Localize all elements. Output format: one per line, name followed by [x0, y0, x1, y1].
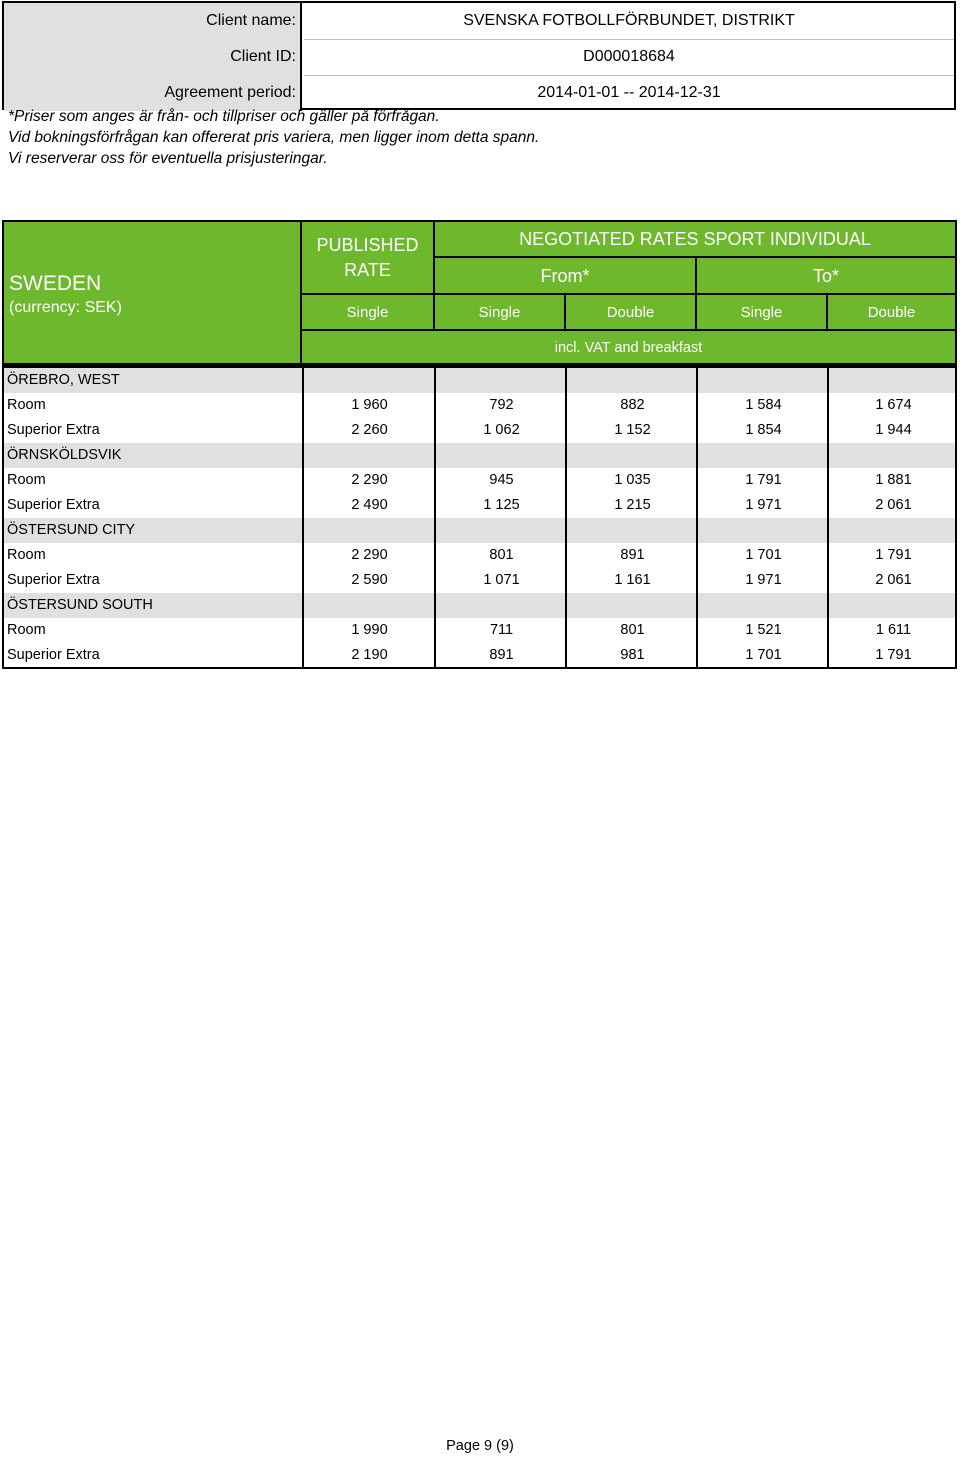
table-row	[4, 418, 955, 443]
rate-value: 1 071	[483, 572, 520, 588]
rate-value: 1 701	[745, 547, 782, 563]
rate-table-header	[2, 220, 957, 365]
rate-value: 945	[489, 472, 514, 488]
rate-value: 1 881	[875, 472, 912, 488]
col-header-from-double	[564, 293, 697, 331]
currency-label: (currency: SEK)	[9, 299, 122, 316]
col-header-from-single	[433, 293, 566, 331]
rate-value: 1 035	[614, 472, 651, 488]
rate-value: 711	[489, 622, 514, 638]
negotiated-rates-header	[433, 220, 957, 258]
rate-value: 2 190	[351, 647, 388, 663]
rate-table	[2, 220, 957, 669]
rate-value: 1 152	[614, 422, 651, 438]
rate-value: 2 061	[875, 497, 912, 513]
rate-value: 1 960	[351, 397, 388, 413]
section-row	[4, 368, 955, 393]
room-type: Room	[7, 622, 46, 638]
note-line: Vi reserverar oss för eventuella prisjusteringar.	[8, 150, 328, 167]
page-number: Page 9 (9)	[446, 1438, 514, 1454]
rate-value: 1 944	[875, 422, 912, 438]
column-divider	[302, 368, 304, 667]
to-label: To*	[812, 266, 839, 286]
rate-value: 1 674	[875, 397, 912, 413]
rate-value: 1 161	[614, 572, 651, 588]
note-line: *Priser som anges är från- och tillpriser och gäller på förfrågan.	[8, 108, 440, 125]
client-id-value: D000018684	[304, 39, 954, 76]
vat-note-cell	[300, 329, 957, 365]
section-row	[4, 443, 955, 468]
room-type: Room	[7, 472, 46, 488]
rate-table-body	[2, 365, 957, 669]
section-name: ÖSTERSUND SOUTH	[7, 597, 153, 613]
rate-value: 1 215	[614, 497, 651, 513]
table-row	[4, 568, 955, 593]
from-header	[433, 256, 697, 295]
col-header-label: Double	[606, 304, 655, 321]
rate-value: 1 791	[875, 547, 912, 563]
table-row	[4, 468, 955, 493]
note-line: Vid bokningsförfrågan kan offererat pris variera, men ligger inom detta spann.	[8, 129, 540, 146]
rate-value: 2 590	[351, 572, 388, 588]
from-label: From*	[540, 266, 590, 286]
col-header-label: Single	[740, 304, 783, 321]
client-name-value: SVENSKA FOTBOLLFÖRBUNDET, DISTRIKT	[304, 3, 954, 40]
agreement-period-value: 2014-01-01 -- 2014-12-31	[537, 84, 721, 101]
rate-value: 1 611	[875, 622, 912, 638]
rate-value: 981	[620, 647, 645, 663]
rate-value: 2 260	[351, 422, 388, 438]
rate-value: 891	[489, 647, 514, 663]
to-header	[695, 256, 957, 295]
price-notes	[8, 106, 539, 169]
room-type: Superior Extra	[7, 422, 100, 438]
negotiated-rates-title: NEGOTIATED RATES SPORT INDIVIDUAL	[519, 229, 871, 249]
client-name-row	[4, 3, 954, 39]
room-type: Room	[7, 397, 46, 413]
rate-value: 801	[489, 547, 514, 563]
table-row	[4, 643, 955, 668]
col-header-published-single	[300, 293, 435, 331]
client-info-block	[2, 1, 956, 110]
table-row	[4, 618, 955, 643]
client-id-label: Client ID:	[4, 39, 302, 75]
rate-value: 2 290	[351, 472, 388, 488]
client-id-row	[4, 39, 954, 75]
rate-value: 882	[620, 397, 645, 413]
published-rate-header	[300, 220, 435, 295]
rate-value: 1 791	[745, 472, 782, 488]
rate-value: 1 701	[745, 647, 782, 663]
rate-value: 1 584	[745, 397, 782, 413]
table-row	[4, 493, 955, 518]
rate-value: 1 791	[875, 647, 912, 663]
room-type: Superior Extra	[7, 572, 100, 588]
client-name-label: Client name:	[4, 3, 302, 39]
room-type: Superior Extra	[7, 647, 100, 663]
vat-note: incl. VAT and breakfast	[554, 340, 703, 356]
rate-value: 1 062	[483, 422, 520, 438]
rate-value: 801	[620, 622, 645, 638]
room-type: Room	[7, 547, 46, 563]
column-divider	[565, 368, 567, 667]
col-header-to-single	[695, 293, 828, 331]
rate-value: 891	[620, 547, 645, 563]
rate-value: 2 061	[875, 572, 912, 588]
table-row	[4, 393, 955, 418]
country-header-cell	[2, 220, 302, 365]
rate-value: 1 971	[745, 572, 782, 588]
column-divider	[827, 368, 829, 667]
country-name: SWEDEN	[9, 272, 102, 295]
col-header-to-double	[826, 293, 957, 331]
column-divider	[696, 368, 698, 667]
section-name: ÖSTERSUND CITY	[7, 522, 136, 538]
rate-value: 2 490	[351, 497, 388, 513]
table-row	[4, 543, 955, 568]
col-header-label: Single	[346, 304, 389, 321]
section-row	[4, 518, 955, 543]
column-divider	[434, 368, 436, 667]
section-name: ÖRNSKÖLDSVIK	[7, 447, 122, 463]
room-type: Superior Extra	[7, 497, 100, 513]
col-header-label: Single	[478, 304, 521, 321]
section-row	[4, 593, 955, 618]
rate-value: 792	[489, 397, 514, 413]
rate-value: 1 125	[483, 497, 520, 513]
rate-value: 1 854	[745, 422, 782, 438]
rate-value: 1 521	[745, 622, 782, 638]
published-rate-line1: PUBLISHED	[316, 235, 419, 255]
rate-value: 1 971	[745, 497, 782, 513]
section-name: ÖREBRO, WEST	[7, 372, 120, 388]
published-rate-line2: RATE	[344, 260, 391, 280]
rate-value: 2 290	[351, 547, 388, 563]
agreement-period-label: Agreement period:	[4, 75, 302, 111]
col-header-label: Double	[867, 304, 916, 321]
rate-value: 1 990	[351, 622, 388, 638]
